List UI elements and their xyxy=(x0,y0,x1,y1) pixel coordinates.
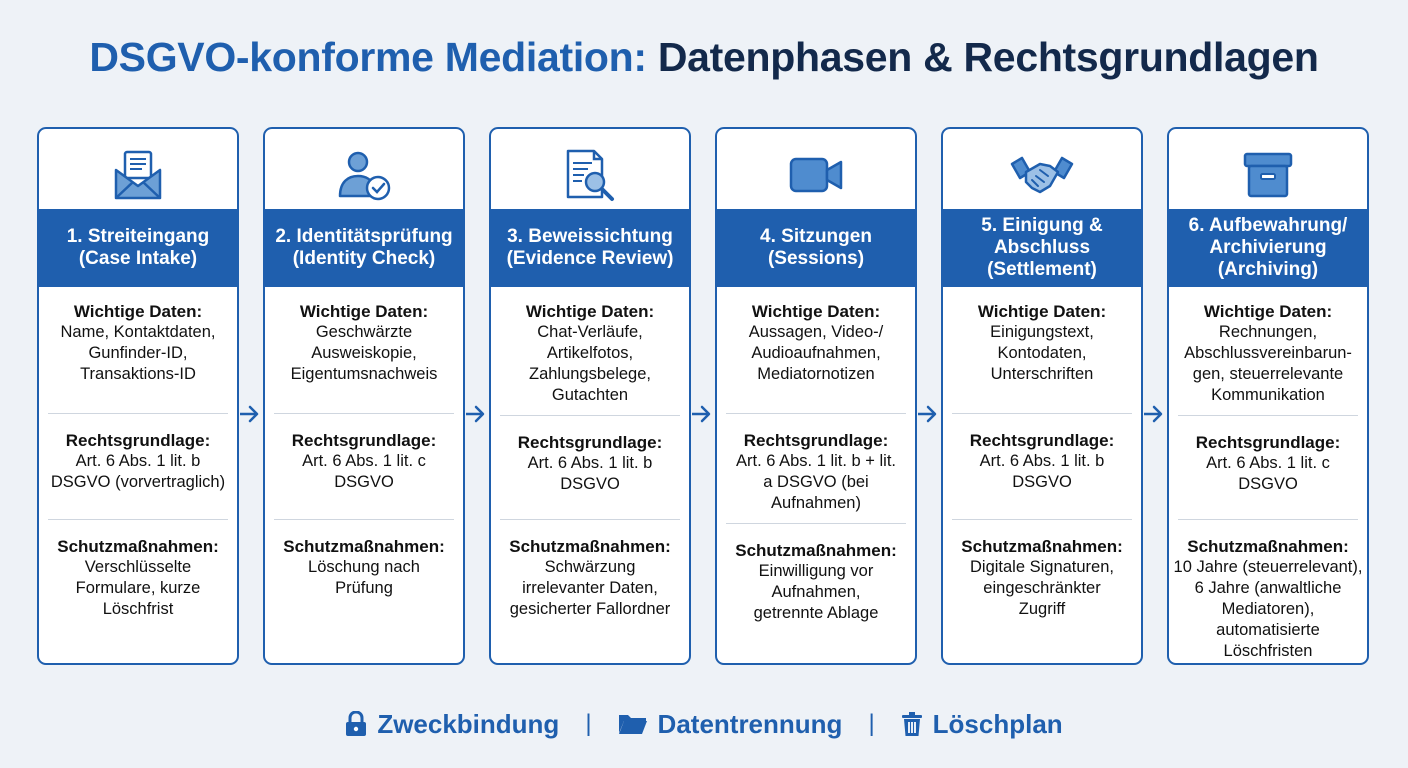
flow-arrow-icon xyxy=(238,402,262,426)
key-data-text: Gunfinder-ID, xyxy=(88,344,188,362)
footer-item-datentrennung xyxy=(618,709,843,740)
trash-icon xyxy=(901,711,923,737)
flow-arrow-icon xyxy=(464,402,488,426)
document-search-icon xyxy=(491,147,689,203)
footer-item-löschplan xyxy=(901,709,1063,740)
safeguards-text: irrelevanter Daten, xyxy=(522,579,658,597)
safeguards-heading: Schutzmaßnahmen: xyxy=(1187,537,1349,556)
key-data-heading: Wichtige Daten: xyxy=(751,302,881,321)
legal-basis-section xyxy=(1169,432,1367,495)
key-data-text: Ausweiskopie, xyxy=(311,344,417,362)
user-check-icon xyxy=(265,147,463,203)
title-part-2: Datenphasen & Rechtsgrundlagen xyxy=(657,34,1319,80)
safeguards-heading: Schutzmaßnahmen: xyxy=(961,537,1123,556)
section-divider xyxy=(48,519,228,520)
section-divider xyxy=(274,413,454,414)
safeguards-text: eingeschränkter xyxy=(983,579,1101,597)
legal-basis-text: DSGVO xyxy=(560,475,620,493)
safeguards-text: Löschfristen xyxy=(1223,642,1313,660)
footer-separator: | xyxy=(585,710,592,737)
safeguards-heading: Schutzmaßnahmen: xyxy=(735,541,897,560)
safeguards-text: gesicherter Fallordner xyxy=(509,600,671,618)
key-data-heading: Wichtige Daten: xyxy=(525,302,655,321)
footer-separator: | xyxy=(868,710,875,737)
phase-header-line: (Evidence Review) xyxy=(506,248,674,269)
legal-basis-text: DSGVO xyxy=(1238,475,1298,493)
legal-basis-section xyxy=(491,432,689,495)
safeguards-section xyxy=(943,536,1141,620)
safeguards-text: Aufnahmen, xyxy=(771,583,861,601)
key-data-section xyxy=(265,301,463,385)
handshake-icon xyxy=(943,147,1141,203)
phase-header xyxy=(39,209,237,287)
phase-header xyxy=(943,209,1141,287)
safeguards-section xyxy=(717,540,915,624)
folder-icon xyxy=(618,712,648,736)
phase-header-line: Archivierung xyxy=(1209,237,1327,258)
phase-header-line: 4. Sitzungen xyxy=(760,226,872,247)
key-data-text: Einigungstext, xyxy=(990,323,1094,341)
legal-basis-heading: Rechtsgrundlage: xyxy=(969,431,1115,450)
safeguards-heading: Schutzmaßnahmen: xyxy=(57,537,219,556)
flow-arrow-icon xyxy=(916,402,940,426)
key-data-section xyxy=(943,301,1141,385)
page-title xyxy=(0,34,1408,81)
legal-basis-text: Art. 6 Abs. 1 lit. b xyxy=(527,454,653,472)
legal-basis-section xyxy=(265,430,463,493)
phase-header-line: 1. Streiteingang xyxy=(66,226,210,247)
lock-icon xyxy=(345,711,367,737)
phase-header-line: 3. Beweissichtung xyxy=(507,226,673,247)
legal-basis-heading: Rechtsgrundlage: xyxy=(65,431,211,450)
flow-arrow-icon xyxy=(1142,402,1166,426)
key-data-heading: Wichtige Daten: xyxy=(73,302,203,321)
key-data-text: Artikelfotos, xyxy=(546,344,634,362)
phase-card-1 xyxy=(37,127,239,665)
key-data-text: Eigentumsnachweis xyxy=(290,365,438,383)
legal-basis-text: DSGVO xyxy=(334,473,394,491)
phase-header xyxy=(491,209,689,287)
legal-basis-heading: Rechtsgrundlage: xyxy=(517,433,663,452)
phase-header-line: Abschluss xyxy=(993,237,1091,258)
safeguards-text: 10 Jahre (steuerrelevant), xyxy=(1173,558,1363,576)
title-part-1: DSGVO-konforme Mediation: xyxy=(89,34,647,80)
safeguards-text: Verschlüsselte xyxy=(84,558,192,576)
footer-principles xyxy=(0,704,1408,744)
safeguards-text: Zugriff xyxy=(1018,600,1066,618)
phase-header xyxy=(1169,209,1367,287)
safeguards-section xyxy=(265,536,463,599)
footer-label: Datentrennung xyxy=(657,708,843,739)
legal-basis-text: DSGVO xyxy=(1012,473,1072,491)
key-data-text: Kontodaten, xyxy=(997,344,1087,362)
legal-basis-heading: Rechtsgrundlage: xyxy=(743,431,889,450)
legal-basis-text: Art. 6 Abs. 1 lit. b xyxy=(979,452,1105,470)
key-data-text: Abschlussvereinbarun- xyxy=(1184,344,1352,362)
safeguards-text: Einwilligung vor xyxy=(758,562,874,580)
key-data-text: Zahlungsbelege, xyxy=(528,365,651,383)
key-data-text: Geschwärzte xyxy=(315,323,413,341)
key-data-text: Kommunikation xyxy=(1211,386,1325,404)
legal-basis-text: Art. 6 Abs. 1 lit. c xyxy=(302,452,426,470)
phase-header-line: (Sessions) xyxy=(767,248,865,269)
safeguards-text: automatisierte xyxy=(1216,621,1320,639)
safeguards-text: Digitale Signaturen, xyxy=(969,558,1114,576)
phase-header-line: 5. Einigung & xyxy=(981,215,1103,236)
legal-basis-text: Art. 6 Abs. 1 lit. b xyxy=(75,452,201,470)
section-divider xyxy=(274,519,454,520)
safeguards-section xyxy=(39,536,237,620)
key-data-text: Transaktions-ID xyxy=(80,365,196,383)
safeguards-text: Löschung nach xyxy=(308,558,420,576)
section-divider xyxy=(1178,415,1358,416)
safeguards-text: Schwärzung xyxy=(544,558,636,576)
safeguards-heading: Schutzmaßnahmen: xyxy=(509,537,671,556)
safeguards-text: Prüfung xyxy=(335,579,393,597)
legal-basis-text: Art. 6 Abs. 1 lit. c xyxy=(1206,454,1330,472)
key-data-text: Unterschriften xyxy=(990,365,1094,383)
phase-card-4 xyxy=(715,127,917,665)
key-data-text: Gutachten xyxy=(551,386,629,404)
phase-header xyxy=(265,209,463,287)
safeguards-text: Löschfrist xyxy=(102,600,174,618)
footer-label: Zweckbindung xyxy=(377,708,560,739)
phase-card-6 xyxy=(1167,127,1369,665)
section-divider xyxy=(952,413,1132,414)
key-data-text: Chat-Verläufe, xyxy=(537,323,643,341)
section-divider xyxy=(500,519,680,520)
phase-header-line: (Settlement) xyxy=(987,259,1097,280)
phase-card-3 xyxy=(489,127,691,665)
legal-basis-section xyxy=(943,430,1141,493)
key-data-heading: Wichtige Daten: xyxy=(1203,302,1333,321)
section-divider xyxy=(48,413,228,414)
flow-arrow-icon xyxy=(690,402,714,426)
phase-header xyxy=(717,209,915,287)
section-divider xyxy=(500,415,680,416)
phase-header-line: 2. Identitätsprüfung xyxy=(275,226,453,247)
key-data-text: Mediatornotizen xyxy=(757,365,875,383)
legal-basis-text: Art. 6 Abs. 1 lit. b + lit. xyxy=(735,452,897,470)
footer-item-zweckbindung xyxy=(345,709,559,740)
key-data-text: Rechnungen, xyxy=(1218,323,1318,341)
safeguards-section xyxy=(491,536,689,620)
phase-card-5 xyxy=(941,127,1143,665)
legal-basis-text: Aufnahmen) xyxy=(771,494,861,512)
key-data-heading: Wichtige Daten: xyxy=(977,302,1107,321)
footer-label: Löschplan xyxy=(932,708,1063,739)
phase-header-line: (Archiving) xyxy=(1217,259,1319,280)
key-data-text: gen, steuerrelevante xyxy=(1192,365,1344,383)
phase-header-line: (Case Intake) xyxy=(78,248,198,269)
safeguards-text: 6 Jahre (anwaltliche xyxy=(1194,579,1342,597)
key-data-section xyxy=(717,301,915,385)
legal-basis-text: a DSGVO (bei xyxy=(763,473,869,491)
archive-box-icon xyxy=(1169,147,1367,203)
legal-basis-section xyxy=(717,430,915,514)
video-camera-icon xyxy=(717,147,915,203)
section-divider xyxy=(726,523,906,524)
safeguards-text: Formulare, kurze xyxy=(75,579,201,597)
key-data-text: Aussagen, Video-/ xyxy=(748,323,884,341)
phase-header-line: 6. Aufbewahrung/ xyxy=(1188,215,1348,236)
section-divider xyxy=(1178,519,1358,520)
key-data-text: Name, Kontaktdaten, xyxy=(60,323,216,341)
phase-header-line: (Identity Check) xyxy=(292,248,436,269)
section-divider xyxy=(726,413,906,414)
envelope-document-icon xyxy=(39,147,237,203)
safeguards-text: Mediatoren), xyxy=(1221,600,1315,618)
phase-card-2 xyxy=(263,127,465,665)
key-data-section xyxy=(491,301,689,406)
key-data-text: Audioaufnahmen, xyxy=(751,344,881,362)
safeguards-text: getrennte Ablage xyxy=(753,604,879,622)
legal-basis-heading: Rechtsgrundlage: xyxy=(291,431,437,450)
section-divider xyxy=(952,519,1132,520)
safeguards-section xyxy=(1169,536,1367,662)
key-data-section xyxy=(1169,301,1367,406)
safeguards-heading: Schutzmaßnahmen: xyxy=(283,537,445,556)
key-data-section xyxy=(39,301,237,385)
legal-basis-section xyxy=(39,430,237,493)
key-data-heading: Wichtige Daten: xyxy=(299,302,429,321)
legal-basis-text: DSGVO (vorvertraglich) xyxy=(50,473,226,491)
legal-basis-heading: Rechtsgrundlage: xyxy=(1195,433,1341,452)
